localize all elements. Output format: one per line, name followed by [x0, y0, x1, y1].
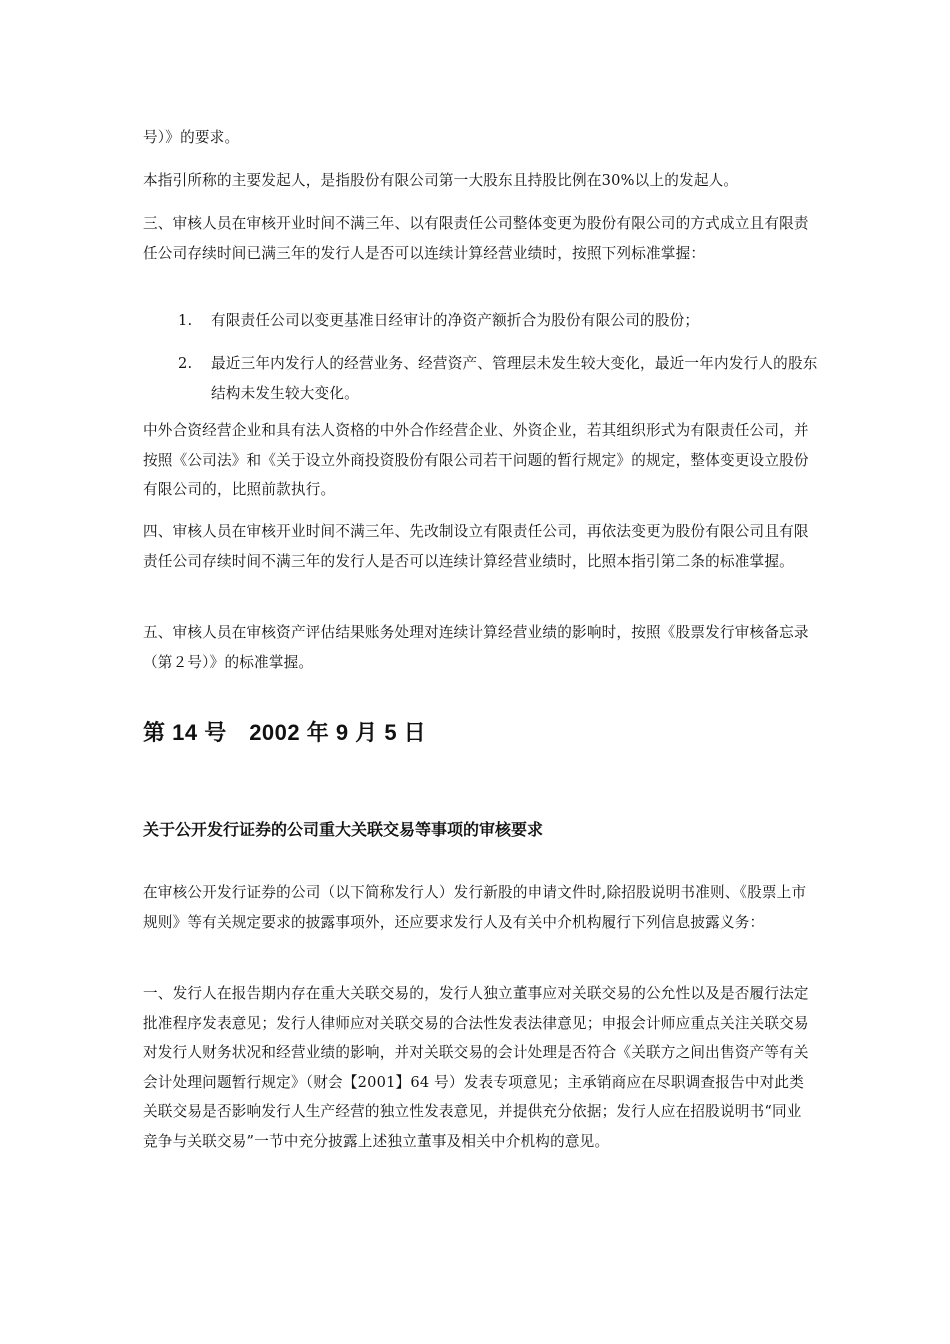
section-title: 关于公开发行证券的公司重大关联交易等事项的审核要求: [143, 820, 544, 839]
paragraph: 在审核公开发行证券的公司（以下简称发行人）发行新股的申请文件时,除招股说明书准则、《股票上市规则》等有关规定要求的披露事项外，还应要求发行人及有关中介机构履行下列信息披露义务：: [143, 884, 807, 931]
list-item: [178, 349, 818, 408]
paragraph: 三、审核人员在审核开业时间不满三年、以有限责任公司整体变更为股份有限公司的方式成立且有限责任公司存续时间已满三年的发行人是否可以连续计算经营业绩时，按照下列标准掌握：: [143, 215, 809, 262]
paragraph: 本指引所称的主要发起人，是指股份有限公司第一大股东且持股比例在30%以上的发起人。: [143, 172, 739, 189]
paragraph: 四、审核人员在审核开业时间不满三年、先改制设立有限责任公司，再依法变更为股份有限公司且有限责任公司存续时间不满三年的发行人是否可以连续计算经营业绩时，比照本指引第二条的标准掌握。: [143, 523, 809, 570]
paragraph: 中外合资经营企业和具有法人资格的中外合作经营企业、外资企业，若其组织形式为有限责任公司，并按照《公司法》和《关于设立外商投资股份有限公司若干问题的暂行规定》的规定，整体变更设立股份有限公司的，比照前款执行。: [143, 422, 809, 499]
section-heading: 第 14 号 2002 年 9 月 5 日: [143, 720, 427, 745]
list-item-text: 有限责任公司以变更基准日经审计的净资产额折合为股份有限公司的股份；: [211, 312, 700, 329]
list-item-text: 最近三年内发行人的经营业务、经营资产、管理层未发生较大变化，最近一年内发行人的股东结构未发生较大变化。: [211, 355, 818, 402]
paragraph: 一、发行人在报告期内存在重大关联交易的，发行人独立董事应对关联交易的公允性以及是否履行法定批准程序发表意见；发行人律师应对关联交易的合法性发表法律意见；申报会计师应重点关注关联交易对发行人财务状况和经营业绩的影响，并对关联交易的会计处理是否符合《关联方之间出售资产等有关会计处理问题暂行规定》（财会【2001】64 号）发表专项意见；主承销商应在尽职调查报告中对此类关联交易是否影响发行人生产经营的独立性发表意见，并提供充分依据；发行人应在招股说明书“同业竞争与关联交易”一节中充分披露上述独立董事及相关中介机构的意见。: [143, 985, 809, 1150]
paragraph: 五、审核人员在审核资产评估结果账务处理对连续计算经营业绩的影响时，按照《股票发行审核备忘录（第２号）》的标准掌握。: [143, 624, 809, 671]
paragraph: 号）》的要求。: [143, 129, 240, 146]
list-item-number: 2.: [178, 355, 193, 372]
list-item-number: 1.: [178, 312, 193, 329]
list-item: [178, 306, 818, 336]
